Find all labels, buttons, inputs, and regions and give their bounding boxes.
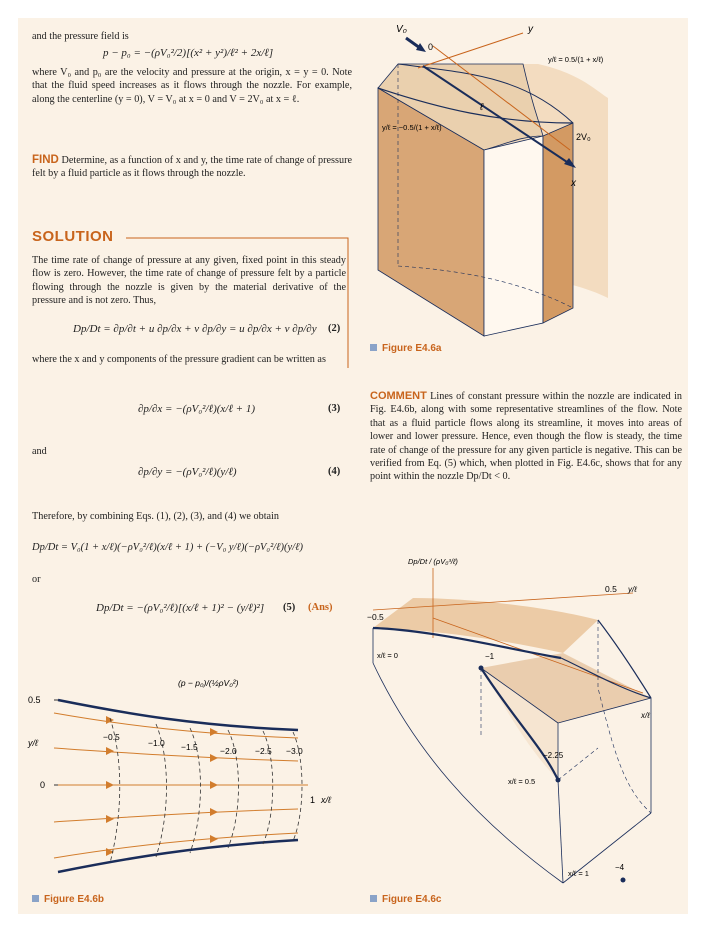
comment-paragraph — [370, 390, 682, 484]
where-paragraph: where V₀ and p₀ are the velocity and pressure at the origin, x = y = 0. Note that the fluid speed increases as it flows through the nozzle. For example, along the centerline (y = 0), V = V₀ at x = 0 and V = 2V₀ at x = ℓ. — [32, 67, 352, 105]
y-axis-label: y/ℓ — [28, 738, 38, 748]
streamline — [54, 833, 298, 858]
bottom-curve-label: y/ℓ = −0.5/(1 + x/ℓ) — [382, 123, 442, 132]
solution-paragraph: The time rate of change of pressure at any given, fixed point in this steady flow is zero. However, the time rate of change of pressure felt by a particle flowing through the nozzle is given by the material derivative of the pressure and is not zero. Thus, — [32, 255, 346, 307]
figure-a-caption — [370, 343, 441, 354]
figure-a-caption-text: Figure E4.6a — [382, 343, 442, 354]
x-axis-label: x/ℓ — [641, 711, 650, 720]
x-axis-label: x/ℓ — [321, 795, 331, 805]
dpdy-equation: ∂p/∂y = −(ρV₀²/ℓ)(y/ℓ) — [138, 466, 237, 478]
contour-label: −2.5 — [255, 746, 272, 756]
x-axis-label: x — [571, 178, 576, 189]
contour-label: −1.0 — [148, 738, 165, 748]
gradient-paragraph: where the x and y components of the pressure gradient can be written as — [32, 354, 326, 365]
contour-label: −2.0 — [220, 746, 237, 756]
y-axis-label: y/ℓ — [628, 585, 637, 594]
pressure-field-equation: p − p₀ = −(ρV₀²/2)[(x² + y²)/ℓ² + 2x/ℓ] — [103, 47, 274, 59]
origin-label: 0 — [428, 42, 434, 52]
length-label: ℓ — [480, 102, 484, 113]
value-m4: −4 — [615, 863, 625, 872]
value-m225: −2.25 — [543, 751, 564, 760]
right-face — [543, 123, 573, 323]
x-tick-1: 1 — [310, 795, 316, 805]
eq5-number: (5) — [283, 602, 296, 613]
figure-b-caption-text: Figure E4.6b — [44, 894, 105, 905]
tick-05: 0.5 — [605, 584, 617, 594]
x0-label: x/ℓ = 0 — [377, 651, 398, 660]
result-equation: Dp/Dt = −(ρV₀²/ℓ)[(x/ℓ + 1)² − (y/ℓ)²] — [96, 602, 265, 614]
eq2-number: (2) — [328, 323, 341, 334]
textbook-page — [18, 18, 688, 914]
find-label: FIND — [32, 154, 59, 166]
x05-label: x/ℓ = 0.5 — [508, 777, 536, 786]
tick-m05: −0.5 — [367, 612, 384, 622]
upper-wall — [58, 700, 298, 730]
and-text: and — [32, 446, 47, 457]
find-text: Determine, as a function of x and y, the time rate of change of pressure felt by a fluid particle as it flows through the nozzle. — [32, 155, 352, 180]
combined-equation: Dp/Dt = V₀(1 + x/ℓ)(−ρV₀²/ℓ)(x/ℓ + 1) + (−V₀ y/ℓ)(−ρV₀²/ℓ)(y/ℓ) — [32, 542, 303, 553]
contour-label: −0.5 — [103, 732, 120, 742]
figure-c-caption-text: Figure E4.6c — [382, 894, 442, 905]
tick-05: 0.5 — [28, 695, 41, 705]
streamline — [54, 809, 298, 822]
intro-text: and the pressure field is — [32, 31, 129, 42]
dpdx-equation: ∂p/∂x = −(ρV₀²/ℓ)(x/ℓ + 1) — [138, 403, 256, 415]
v0-label: V₀ — [396, 24, 407, 35]
x1-label: x/ℓ = 1 — [568, 869, 589, 878]
z-axis-label: Dp/Dt / (ρV₀³/ℓ) — [408, 557, 458, 566]
y-axis-label: y — [528, 24, 533, 35]
figure-e46c — [353, 548, 688, 893]
figure-e46a — [358, 18, 688, 338]
top-curve-label: y/ℓ = 0.5/(1 + x/ℓ) — [548, 55, 604, 64]
legend-label: (p − p₀)/(½ρV₀²) — [178, 678, 239, 688]
figure-e46b — [18, 658, 353, 893]
answer-tag: (Ans) — [308, 602, 333, 613]
eq3-number: (3) — [328, 403, 341, 414]
eq4-number: (4) — [328, 466, 341, 477]
combine-paragraph: Therefore, by combining Eqs. (1), (2), (3), and (4) we obtain — [32, 511, 279, 522]
streamline — [54, 713, 298, 738]
lower-wall — [58, 840, 298, 872]
solution-heading: SOLUTION — [32, 228, 114, 245]
contour-label: −3.0 — [286, 746, 303, 756]
surface-top — [373, 598, 598, 653]
comment-text: Lines of constant pressure within the nozzle are indicated in Fig. E4.6b, along with some representative streamlines of the flow. Note that as a fluid particle flows along its streamline, it moves into areas of lower and lower pressure. Hence, even though the flow is steady, the time rate of change of the pressure for any given particle is negative. This can be verified from Eq. (5) which, when plotted in Fig. E4.6c, shows that for any point within the nozzle Dp/Dt < 0. — [370, 391, 683, 483]
or-text: or — [32, 574, 41, 585]
value-m1: −1 — [485, 652, 495, 661]
contour-label: −1.5 — [181, 742, 198, 752]
tick-0: 0 — [40, 780, 46, 790]
comment-label: COMMENT — [370, 390, 427, 402]
figure-c-caption — [370, 894, 441, 905]
figure-b-caption — [32, 894, 104, 905]
exit-velocity-label: 2V₀ — [576, 132, 591, 142]
material-derivative-equation: Dp/Dt = ∂p/∂t + u ∂p/∂x + v ∂p/∂y = u ∂p/∂x + v ∂p/∂y — [73, 323, 317, 335]
outlet-face — [484, 136, 543, 336]
